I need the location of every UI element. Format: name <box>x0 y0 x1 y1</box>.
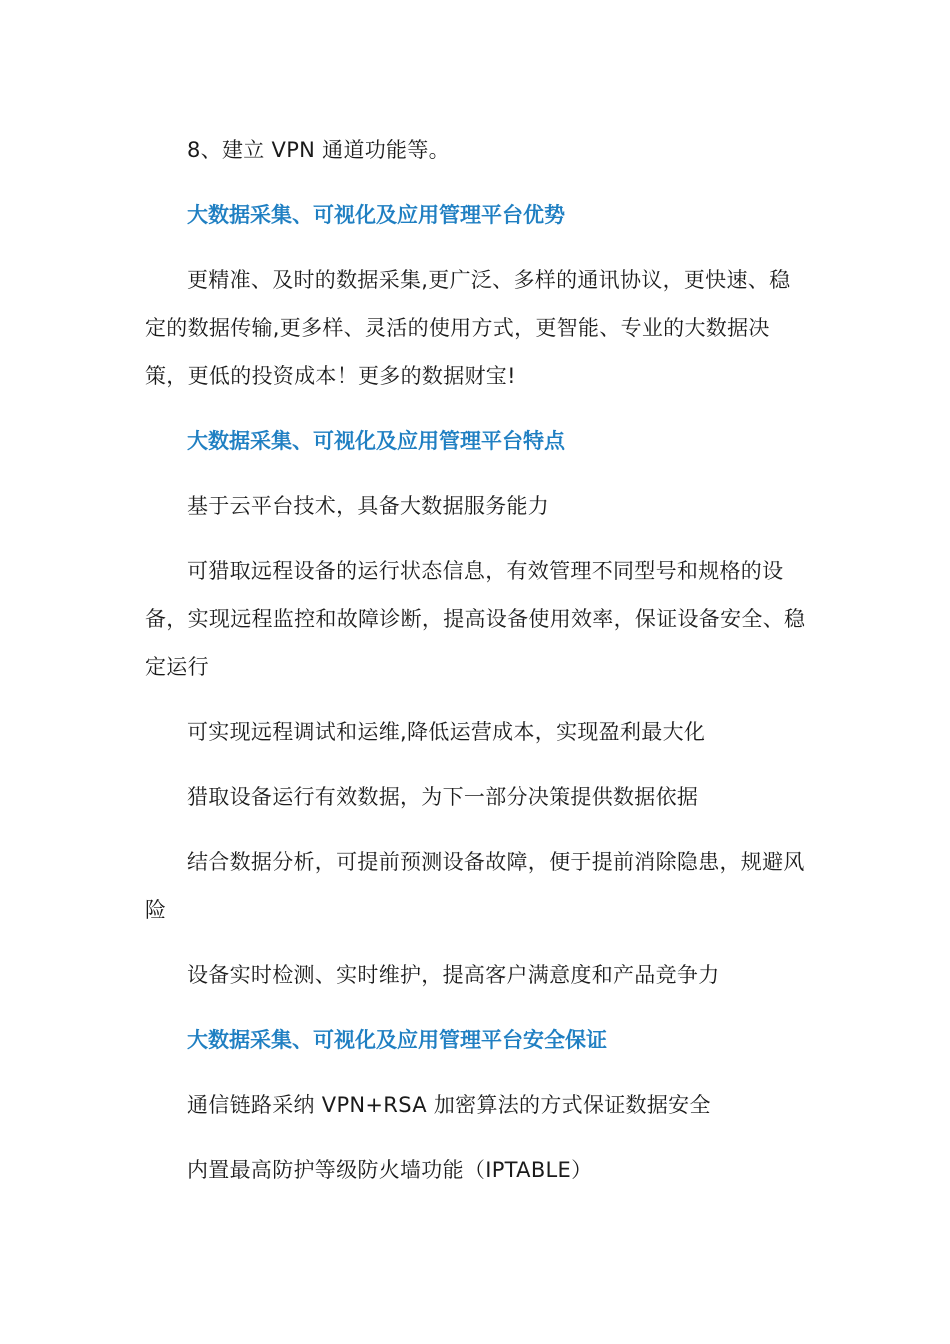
paragraph-feature-remote-debug: 可实现远程调试和运维,降低运营成本，实现盈利最大化 <box>187 720 706 744</box>
paragraph-feature-cloud: 基于云平台技术，具备大数据服务能力 <box>187 494 550 518</box>
document-page <box>145 126 810 1194</box>
spacer <box>145 691 810 708</box>
spacer <box>145 756 810 773</box>
spacer <box>145 400 810 417</box>
paragraph-feature-prediction: 结合数据分析，可提前预测设备故障，便于提前消除隐患，规避风险 <box>145 850 805 922</box>
paragraph-feature-data-basis: 猎取设备运行有效数据，为下一部分决策提供数据依据 <box>187 785 699 809</box>
paragraph-security-firewall: 内置最高防护等级防火墙功能（IPTABLE） <box>187 1158 593 1182</box>
section-heading-features: 大数据采集、可视化及应用管理平台特点 <box>187 429 565 453</box>
spacer <box>145 465 810 482</box>
spacer <box>145 934 810 951</box>
spacer <box>145 821 810 838</box>
paragraph-feature-remote-monitor: 可猎取远程设备的运行状态信息，有效管理不同型号和规格的设备，实现远程监控和故障诊断，提高设备使用效率，保证设备安全、稳定运行 <box>145 559 806 679</box>
paragraph-feature-realtime: 设备实时检测、实时维护，提高客户满意度和产品竞争力 <box>187 963 720 987</box>
paragraph-advantages: 更精准、及时的数据采集,更广泛、多样的通讯协议，更快速、稳定的数据传输,更多样、灵活的使用方式，更智能、专业的大数据决策，更低的投资成本！更多的数据财宝! <box>145 268 791 388</box>
list-item-vpn: 8、建立 VPN 通道功能等。 <box>187 138 450 162</box>
spacer <box>145 530 810 547</box>
spacer <box>145 239 810 256</box>
paragraph-security-vpn-rsa: 通信链路采纳 VPN+RSA 加密算法的方式保证数据安全 <box>187 1093 711 1117</box>
spacer <box>145 1064 810 1081</box>
spacer <box>145 174 810 191</box>
section-heading-security: 大数据采集、可视化及应用管理平台安全保证 <box>187 1028 607 1052</box>
spacer <box>145 1129 810 1146</box>
spacer <box>145 999 810 1016</box>
section-heading-advantages: 大数据采集、可视化及应用管理平台优势 <box>187 203 565 227</box>
